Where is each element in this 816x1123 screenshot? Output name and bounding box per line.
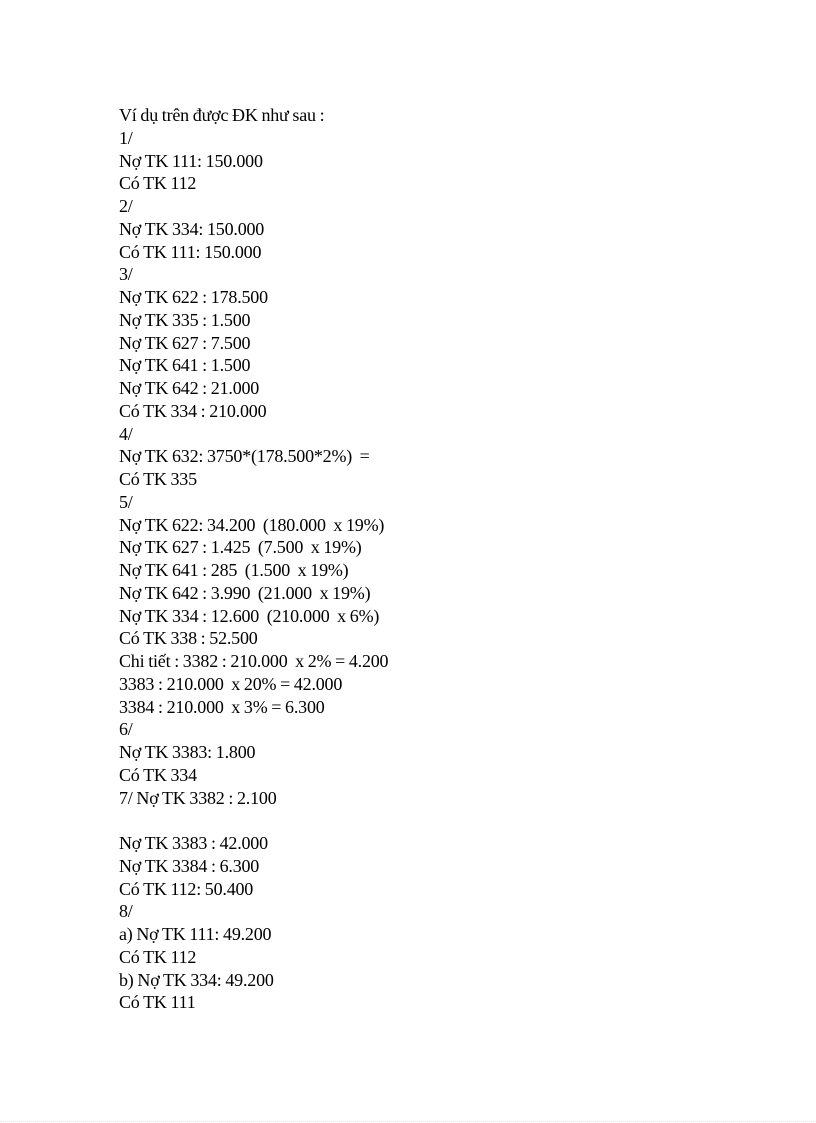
debit-line: Nợ TK 641 : 285 (1.500 x 19%)	[119, 560, 349, 580]
debit-line: Nợ TK 632: 3750*(178.500*2%) =	[119, 446, 370, 467]
debit-line: Nợ TK 627 : 7.500	[119, 332, 251, 353]
debit-line: Nợ TK 111: 150.000	[119, 150, 263, 171]
credit-line: Có TK 338 : 52.500	[119, 628, 258, 649]
entry-number-1: 1/	[119, 127, 133, 148]
page-bottom-divider	[0, 1121, 816, 1122]
credit-line: Có TK 334 : 210.000	[119, 400, 267, 421]
entry-number-3: 3/	[119, 264, 133, 285]
document-body	[119, 104, 719, 1014]
credit-line: Có TK 112	[119, 946, 197, 967]
debit-line: Nợ TK 334: 150.000	[119, 218, 265, 239]
debit-line: Nợ TK 3383: 1.800	[119, 742, 256, 762]
detail-line: 3384 : 210.000 x 3% = 6.300	[119, 696, 325, 717]
debit-line: Nợ TK 334 : 12.600 (210.000 x 6%)	[119, 605, 380, 626]
credit-line: Có TK 111	[119, 992, 196, 1013]
debit-line: b) Nợ TK 334: 49.200	[119, 969, 274, 990]
heading-line: Ví dụ trên được ĐK như sau :	[119, 105, 325, 125]
credit-line: Có TK 335	[119, 469, 197, 489]
debit-line: Nợ TK 642 : 3.990 (21.000 x 19%)	[119, 582, 371, 603]
entry-number-6: 6/	[119, 719, 133, 740]
detail-line: 3383 : 210.000 x 20% = 42.000	[119, 673, 343, 694]
credit-line: Có TK 112: 50.400	[119, 878, 254, 899]
debit-line: Nợ TK 627 : 1.425 (7.500 x 19%)	[119, 537, 362, 558]
entry-number-4: 4/	[119, 423, 133, 444]
entry-number-7: 7/ Nợ TK 3382 : 2.100	[119, 787, 277, 808]
debit-line: Nợ TK 642 : 21.000	[119, 378, 260, 398]
debit-line: Nợ TK 641 : 1.500	[119, 355, 251, 376]
detail-line: Chi tiết : 3382 : 210.000 x 2% = 4.200	[119, 651, 389, 671]
debit-line: Nợ TK 3383 : 42.000	[119, 833, 268, 853]
entry-number-8: 8/	[119, 901, 133, 922]
blank-line	[119, 809, 719, 832]
entry-number-5: 5/	[119, 491, 133, 512]
credit-line: Có TK 334	[119, 764, 197, 785]
debit-line: Nợ TK 3384 : 6.300	[119, 855, 260, 876]
credit-line: Có TK 111: 150.000	[119, 241, 262, 262]
entry-number-2: 2/	[119, 196, 133, 216]
debit-line: a) Nợ TK 111: 49.200	[119, 924, 272, 944]
debit-line: Nợ TK 335 : 1.500	[119, 309, 251, 330]
debit-line: Nợ TK 622 : 178.500	[119, 287, 268, 307]
credit-line: Có TK 112	[119, 173, 197, 194]
debit-line: Nợ TK 622: 34.200 (180.000 x 19%)	[119, 514, 385, 535]
